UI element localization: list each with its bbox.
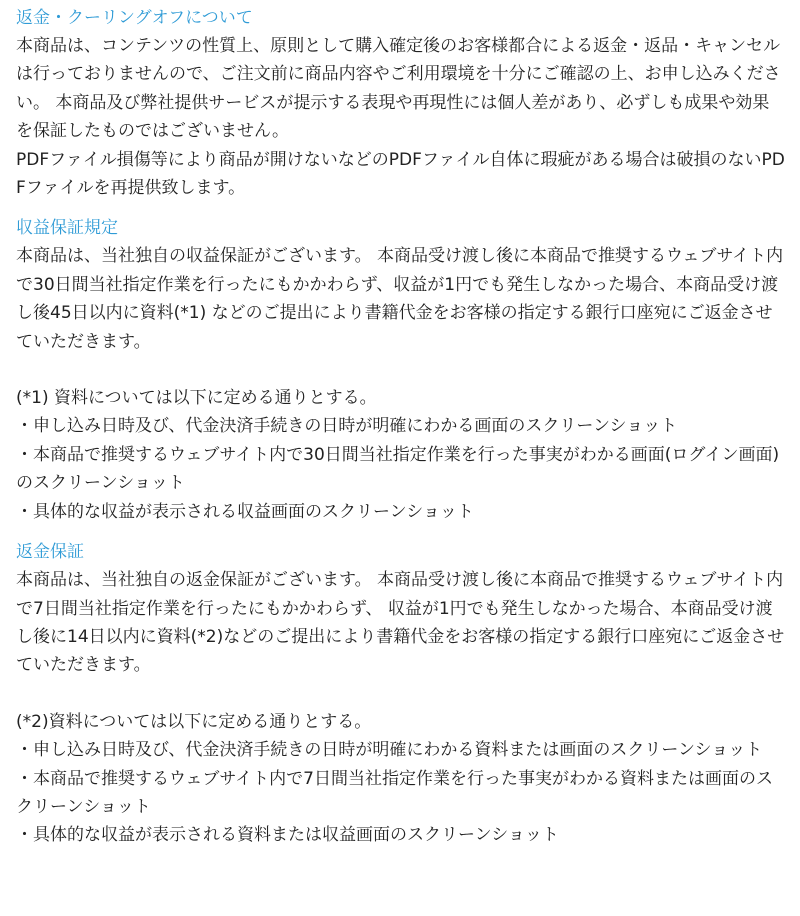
note-title: (*2)資料については以下に定める通りとする。: [16, 711, 372, 732]
section-heading: 返金保証: [16, 542, 84, 563]
section-body: 本商品は、当社独自の収益保証がございます。 本商品受け渡し後に本商品で推奨するウェブサイト内で30日間当社指定作業を行ったにもかかわらず、収益が1円でも発生しなかった場合、本商品受け渡し後45日以内に資料(*1) などのご提出により書籍代金をお客様の指定する銀行口座宛にご返金させていただきます。: [16, 246, 784, 352]
section-heading: 返金・クーリングオフについて: [16, 8, 253, 28]
refund-cooling-off-section: [16, 4, 786, 202]
section-body: 本商品は、当社独自の返金保証がございます。 本商品受け渡し後に本商品で推奨するウェブサイト内で7日間当社指定作業を行ったにもかかわらず、 収益が1円でも発生しなかった場合、本商品受け渡し後に14日以内に資料(*2)などのご提出により書籍代金をお客様の指定する銀行口座宛にご返金させていただきます。: [16, 570, 785, 676]
list-item: ・本商品で推奨するウェブサイト内で30日間当社指定作業を行った事実がわかる画面(ログイン画面)のスクリーンショット: [16, 444, 780, 494]
revenue-guarantee-section: [16, 214, 786, 526]
list-item: ・申し込み日時及び、代金決済手続きの日時が明確にわかる資料または画面のスクリーンショット: [16, 740, 763, 761]
section-paragraph: PDFファイル損傷等により商品が開けないなどのPDFファイル自体に瑕疵がある場合は破損のないPDFファイルを再提供致します。: [16, 149, 785, 199]
refund-guarantee-section: [16, 538, 786, 850]
spacer: [16, 680, 786, 708]
list-item: ・本商品で推奨するウェブサイト内で7日間当社指定作業を行った事実がわかる資料または画面のスクリーンショット: [16, 768, 773, 817]
section-heading: 収益保証規定: [16, 218, 118, 239]
spacer: [16, 356, 786, 384]
list-item: ・申し込み日時及び、代金決済手続きの日時が明確にわかる画面のスクリーンショット: [16, 416, 678, 437]
note-title: (*1) 資料については以下に定める通りとする。: [16, 388, 377, 409]
list-item: ・具体的な収益が表示される収益画面のスクリーンショット: [16, 501, 474, 522]
list-item: ・具体的な収益が表示される資料または収益画面のスクリーンショット: [16, 825, 559, 846]
section-paragraph: 本商品は、コンテンツの性質上、原則として購入確定後のお客様都合による返金・返品・キャンセルは行っておりませんので、ご注文前に商品内容やご利用環境を十分にご確認の上、お申し込みください。 本商品及び弊社提供サービスが提示する表現や再現性には個人差があり、必ずしも成果や効果を保証したものではございません。: [16, 36, 781, 142]
